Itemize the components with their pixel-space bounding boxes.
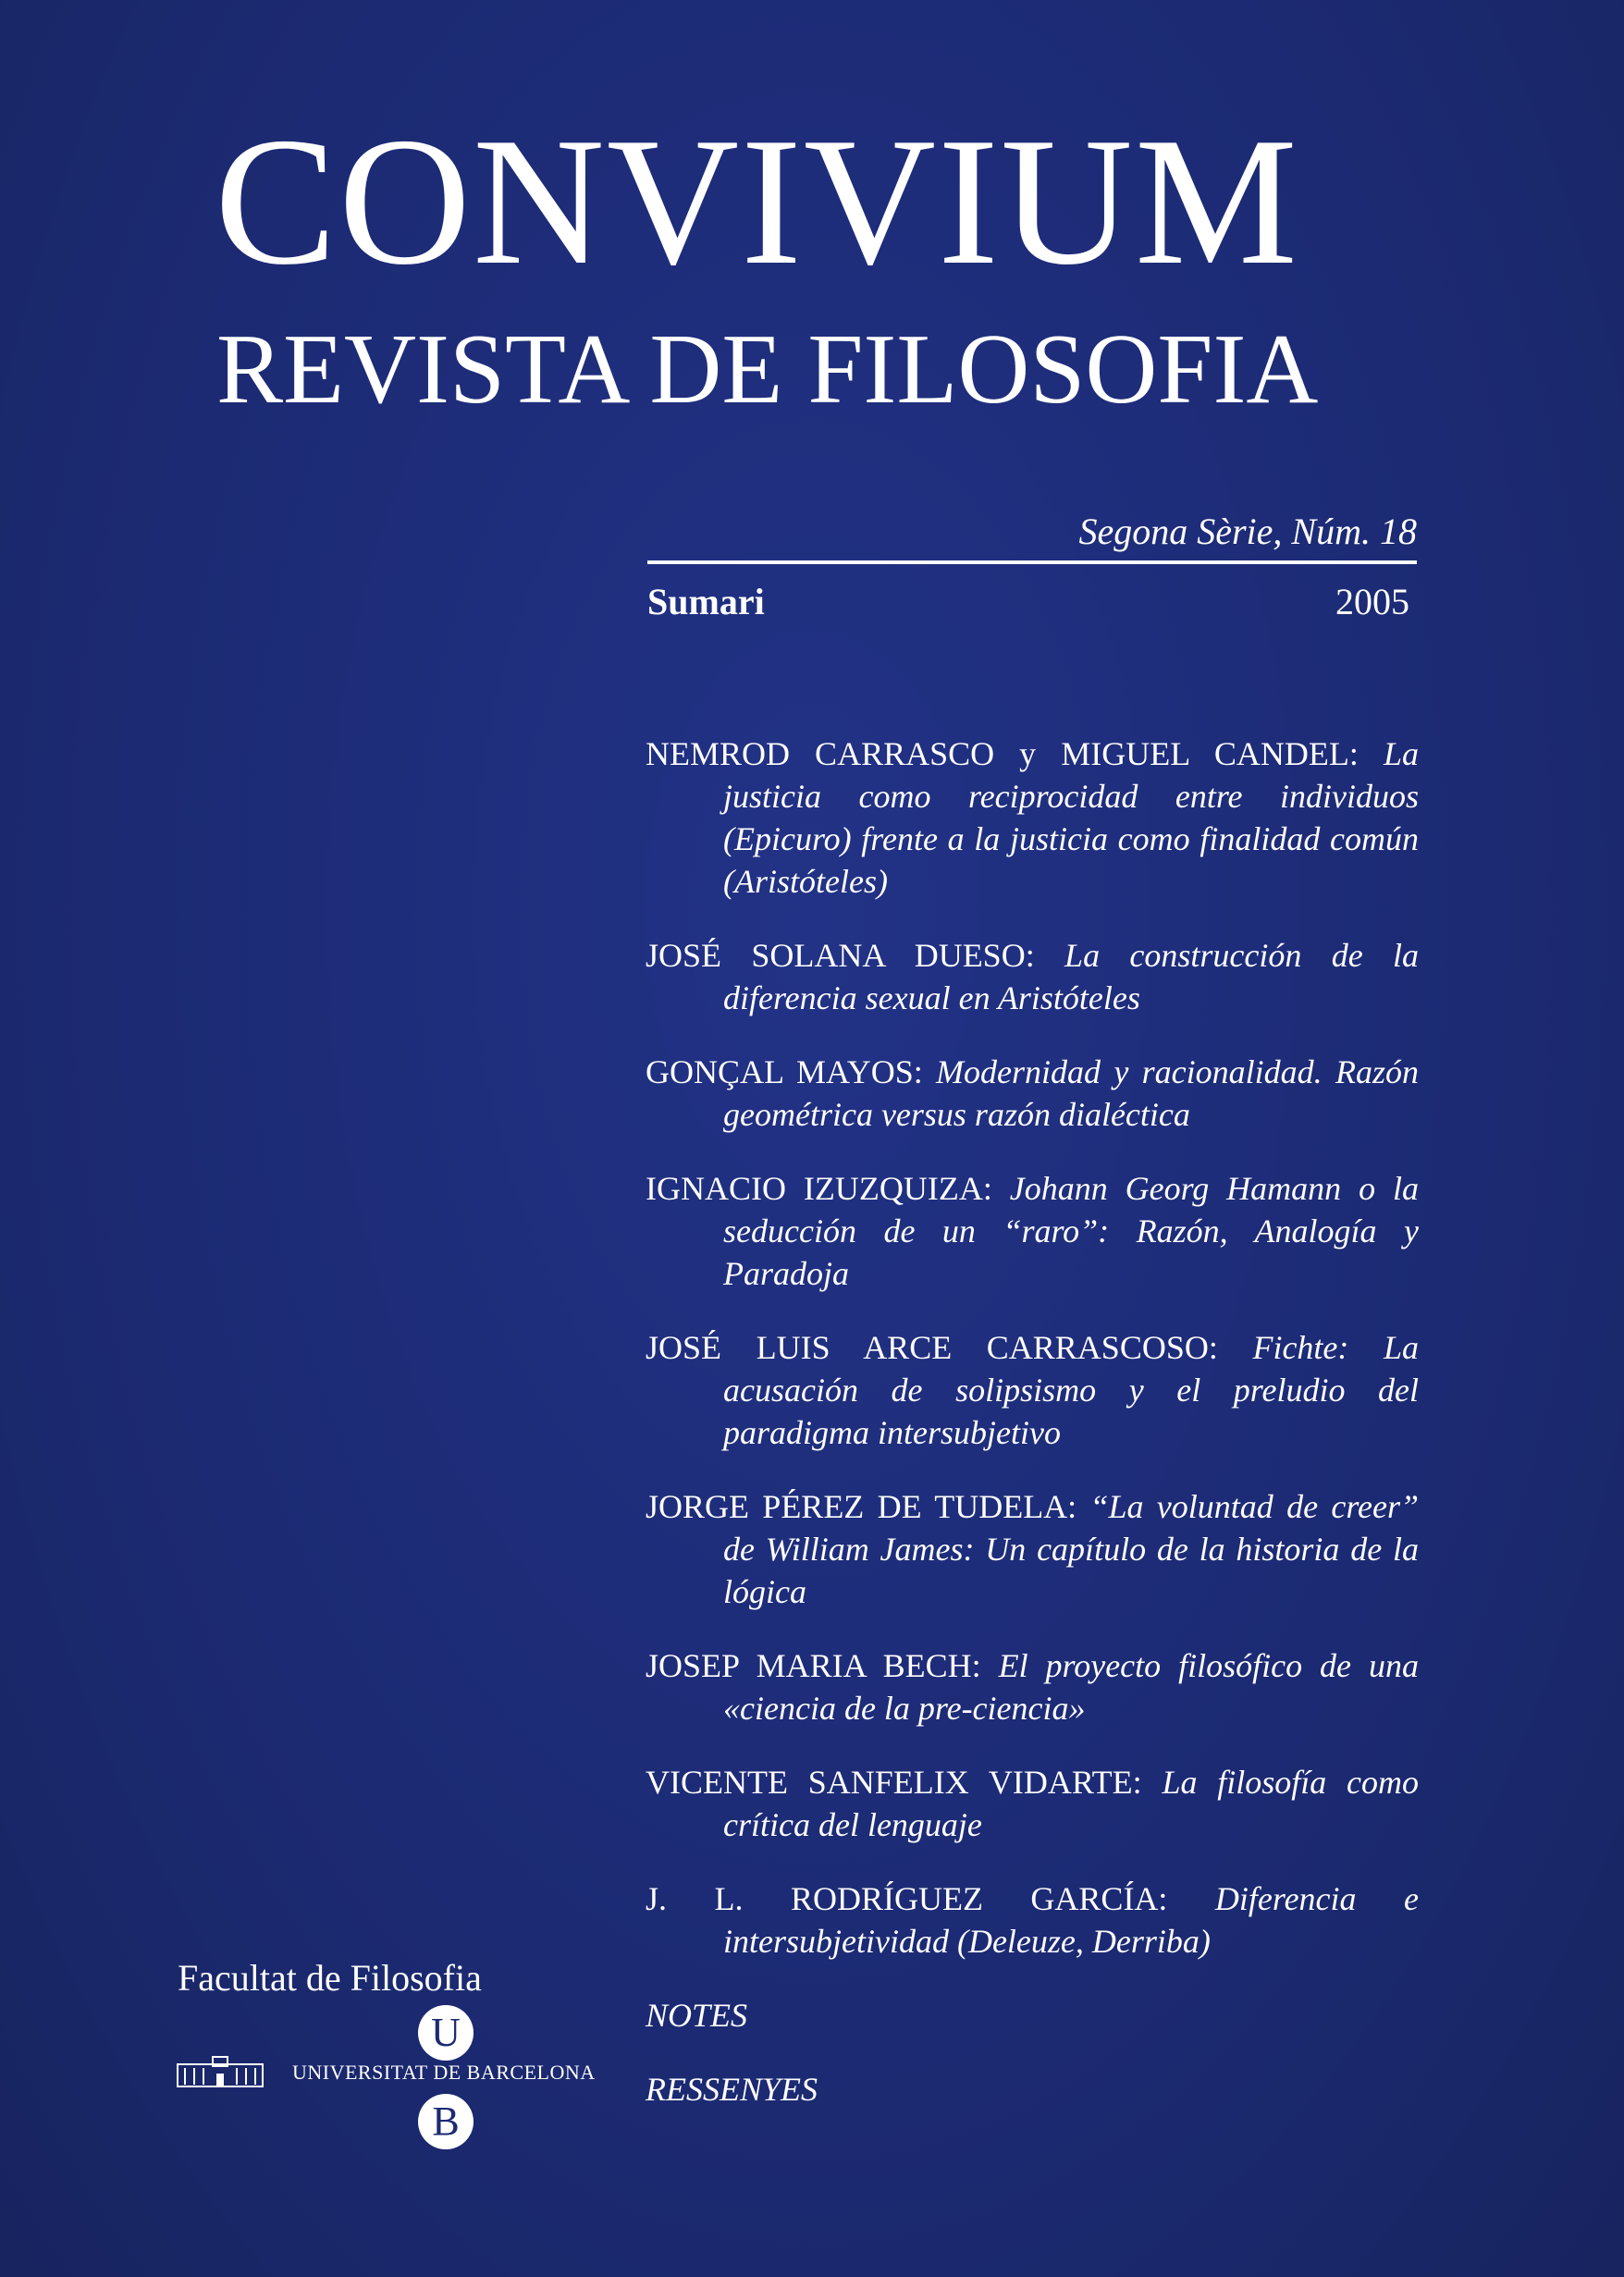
- toc-title: Johann Georg Hamann o la seducción de un “raro”: Razón, Analogía y Paradoja: [723, 1170, 1419, 1292]
- toc-entry: [646, 1877, 1419, 1963]
- table-of-contents: [646, 732, 1419, 2142]
- university-name: UNIVERSITAT DE BARCELONA: [292, 2061, 596, 2084]
- toc-title: La construcción de la diferencia sexual en Aristóteles: [723, 937, 1420, 1016]
- toc-title: Modernidad y racionalidad. Razón geométrica versus razón dialéctica: [723, 1053, 1419, 1133]
- toc-author: J. L. RODRÍGUEZ GARCÍA:: [646, 1880, 1215, 1917]
- journal-subtitle: REVISTA DE FILOSOFIA: [216, 314, 1319, 425]
- toc-title: Fichte: La acusación de solipsismo y el preludio del paradigma intersubjetivo: [723, 1329, 1419, 1451]
- toc-entry: [646, 1051, 1419, 1136]
- publication-year: 2005: [1335, 581, 1409, 622]
- toc-entry: [646, 1326, 1419, 1454]
- toc-entry: [646, 1644, 1419, 1729]
- building-icon: [176, 2055, 265, 2088]
- toc-title: Diferencia e intersubjetividad (Deleuze, Derriba): [723, 1880, 1419, 1960]
- toc-title: El proyecto filosófico de una «ciencia de la pre-ciencia»: [723, 1647, 1419, 1727]
- contents-heading: Sumari: [647, 581, 765, 622]
- journal-title: CONVIVIUM: [215, 100, 1299, 302]
- toc-entry: [646, 1485, 1419, 1613]
- faculty-name: Facultat de Filosofia: [178, 1957, 482, 1999]
- toc-entry: [646, 934, 1419, 1019]
- section-notes: NOTES: [646, 1997, 748, 2034]
- toc-author: IGNACIO IZUZQUIZA:: [646, 1170, 1010, 1207]
- series-number: Segona Sèrie, Núm. 18: [1078, 511, 1417, 552]
- toc-author: JORGE PÉREZ DE TUDELA:: [646, 1488, 1090, 1525]
- section-reviews: RESSENYES: [646, 2071, 818, 2108]
- logo-letter-u: U: [418, 2005, 474, 2061]
- divider-rule: [647, 560, 1417, 564]
- toc-entry: [646, 1167, 1419, 1295]
- toc-author: GONÇAL MAYOS:: [646, 1053, 937, 1090]
- toc-entry: [646, 1761, 1419, 1846]
- toc-title: “La voluntad de creer” de William James: Un capítulo de la historia de la lógica: [723, 1488, 1419, 1610]
- university-logo: [176, 2005, 601, 2153]
- logo-letter-b: B: [418, 2094, 474, 2149]
- toc-author: JOSÉ LUIS ARCE CARRASCOSO:: [646, 1329, 1253, 1366]
- toc-title: La filosofía como crítica del lenguaje: [723, 1764, 1419, 1843]
- toc-title: La justicia como reciprocidad entre individuos (Epicuro) frente a la justicia como finalidad común (Aristóteles): [723, 735, 1419, 900]
- toc-author: JOSÉ SOLANA DUESO:: [646, 937, 1065, 974]
- toc-author: NEMROD CARRASCO y MIGUEL CANDEL:: [646, 735, 1384, 772]
- toc-author: JOSEP MARIA BECH:: [646, 1647, 999, 1684]
- toc-author: VICENTE SANFELIX VIDARTE:: [646, 1764, 1163, 1801]
- toc-entry: [646, 732, 1419, 903]
